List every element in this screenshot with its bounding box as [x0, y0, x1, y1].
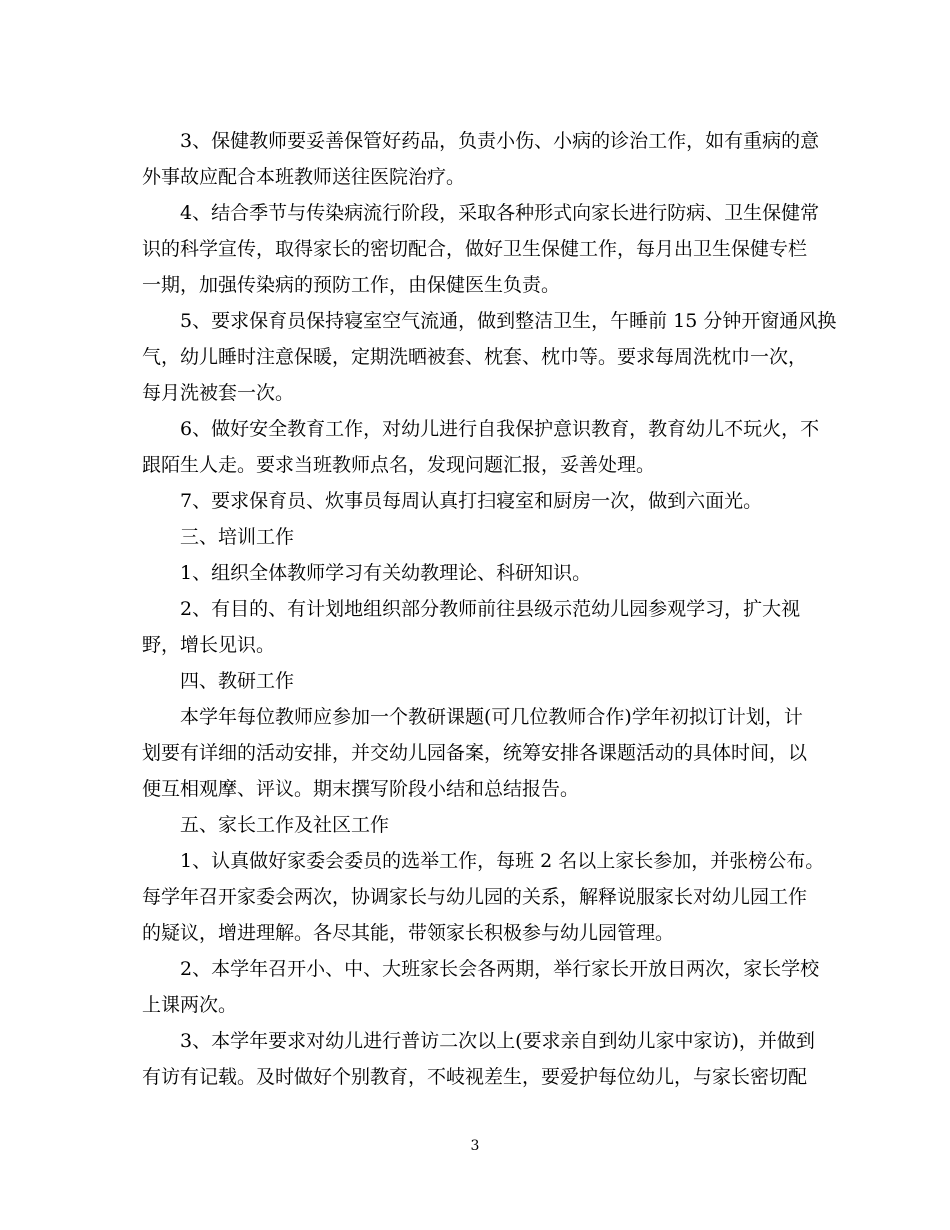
text-line: 上课两次。	[142, 994, 238, 1016]
text-line: 1、组织全体教师学习有关幼教理论、科研知识。	[180, 562, 592, 584]
text-line: 便互相观摩、评议。期末撰写阶段小结和总结报告。	[142, 778, 580, 800]
text-line: 7、要求保育员、炊事员每周认真打扫寝室和厨房一次，做到六面光。	[180, 490, 763, 512]
text-line: 本学年每位教师应参加一个教研课题(可几位教师合作)学年初拟订计划，计	[180, 706, 803, 728]
document-body	[142, 123, 837, 1095]
section-heading: 四、教研工作	[180, 670, 295, 692]
text-line: 2、本学年召开小、中、大班家长会各两期，举行家长开放日两次，家长学校	[180, 958, 820, 980]
text-line: 4、结合季节与传染病流行阶段，采取各种形式向家长进行防病、卫生保健常	[180, 202, 820, 224]
text-line: 的疑议，增进理解。各尽其能，带领家长积极参与幼儿园管理。	[142, 922, 675, 944]
text-line: 每月洗被套一次。	[142, 382, 295, 404]
section-heading: 三、培训工作	[180, 526, 295, 548]
text-line: 5、要求保育员保持寝室空气流通，做到整洁卫生，午睡前 15 分钟开窗通风换	[180, 310, 837, 332]
text-line: 划要有详细的活动安排，并交幼儿园备案，统筹安排各课题活动的具体时间，以	[142, 742, 808, 764]
section-heading: 五、家长工作及社区工作	[180, 814, 390, 836]
text-line: 野，增长见识。	[142, 634, 276, 656]
text-line: 外事故应配合本班教师送往医院治疗。	[142, 166, 466, 188]
text-line: 气，幼儿睡时注意保暖，定期洗晒被套、枕套、枕巾等。要求每周洗枕巾一次，	[142, 346, 808, 368]
text-line: 跟陌生人走。要求当班教师点名，发现问题汇报，妥善处理。	[142, 454, 656, 476]
page-number: 3	[470, 1138, 480, 1154]
text-line: 有访有记载。及时做好个别教育，不岐视差生，要爱护每位幼儿，与家长密切配	[142, 1066, 808, 1088]
text-line: 6、做好安全教育工作，对幼儿进行自我保护意识教育，教育幼儿不玩火，不	[180, 418, 820, 440]
text-line: 识的科学宣传，取得家长的密切配合，做好卫生保健工作，每月出卫生保健专栏	[142, 238, 808, 260]
text-line: 每学年召开家委会两次，协调家长与幼儿园的关系，解释说服家长对幼儿园工作	[142, 886, 808, 908]
text-line: 2、有目的、有计划地组织部分教师前往县级示范幼儿园参观学习，扩大视	[180, 598, 801, 620]
text-line: 一期，加强传染病的预防工作，由保健医生负责。	[142, 274, 561, 296]
text-line: 3、保健教师要妥善保管好药品，负责小伤、小病的诊治工作，如有重病的意	[180, 130, 820, 152]
text-line: 1、认真做好家委会委员的选举工作，每班 2 名以上家长参加，并张榜公布。	[180, 850, 825, 872]
text-line: 3、本学年要求对幼儿进行普访二次以上(要求亲自到幼儿家中家访)，并做到	[180, 1030, 815, 1052]
body-text	[142, 123, 837, 1095]
